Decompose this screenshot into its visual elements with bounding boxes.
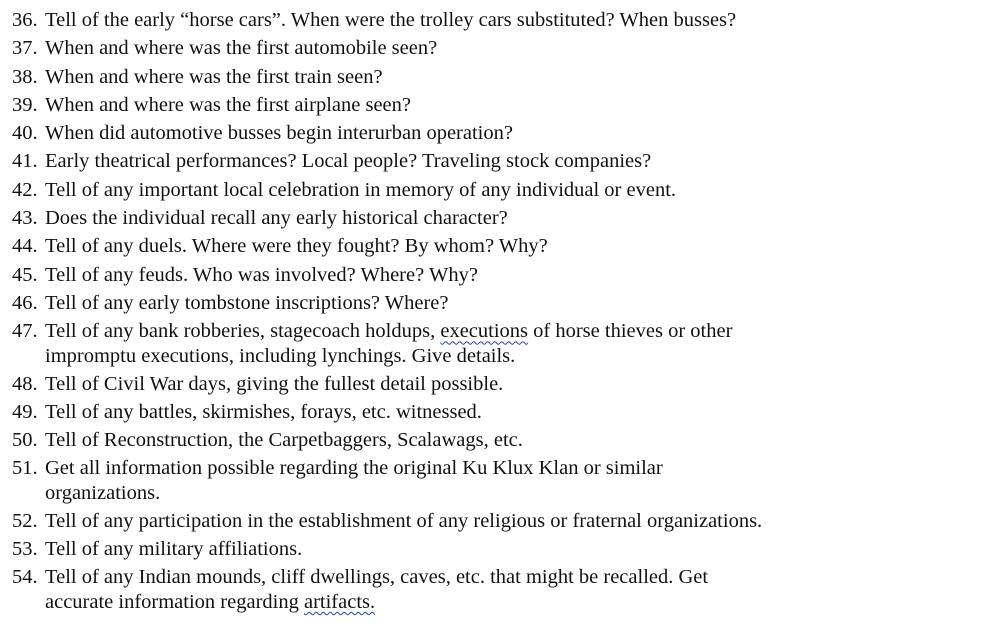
list-item	[12, 8, 972, 33]
item-number: 52.	[12, 509, 38, 532]
item-text: Early theatrical performances? Local people? Traveling stock companies?	[45, 150, 652, 173]
list-item	[12, 509, 972, 534]
item-text: Tell of any military affiliations.	[45, 538, 303, 561]
item-text: Tell of the early “horse cars”. When were the trolley cars substituted? When busses?	[45, 9, 737, 31]
item-number: 47.	[12, 320, 38, 343]
list-item	[12, 537, 972, 562]
list-item	[12, 291, 972, 316]
item-text-line: Get all information possible regarding the original Ku Klux Klan or similar	[45, 457, 663, 480]
item-number: 41.	[12, 150, 38, 173]
item-text: When did automotive busses begin interurban operation?	[45, 122, 513, 145]
item-number: 54.	[12, 566, 38, 589]
item-text-line: Tell of any Indian mounds, cliff dwellings, caves, etc. that might be recalled. Get	[45, 566, 709, 589]
item-text	[45, 319, 972, 368]
item-text: Tell of any feuds. Who was involved? Where? Why?	[45, 263, 478, 286]
list-item	[12, 93, 972, 118]
item-number: 39.	[12, 93, 38, 116]
item-text: Does the individual recall any early historical character?	[45, 207, 508, 230]
list-item	[12, 206, 972, 231]
list-item	[12, 428, 972, 453]
list-item	[12, 456, 972, 505]
item-text-line: organizations.	[45, 481, 161, 504]
item-text: Tell of any duels. Where were they fought? By whom? Why?	[45, 235, 548, 258]
item-number: 51.	[12, 457, 38, 480]
item-text-segment: Tell of any bank robberies, stagecoach holdups,	[45, 320, 441, 343]
list-item	[12, 372, 972, 397]
list-item	[12, 36, 972, 61]
item-text-line: impromptu executions, including lynchings. Give details.	[45, 344, 516, 367]
item-number: 42.	[12, 178, 38, 201]
item-number: 53.	[12, 538, 38, 561]
list-item	[12, 121, 972, 146]
item-text	[45, 565, 972, 614]
list-item	[12, 149, 972, 174]
item-text	[45, 456, 972, 505]
list-item	[12, 234, 972, 259]
item-text-line	[45, 590, 972, 615]
item-text: When and where was the first airplane seen?	[45, 93, 411, 116]
item-number: 43.	[12, 207, 38, 230]
item-number: 38.	[12, 65, 38, 88]
item-text: Tell of any participation in the establishment of any religious or fraternal organizations.	[45, 509, 763, 532]
list-item	[12, 319, 972, 368]
item-text: Tell of any early tombstone inscriptions? Where?	[45, 291, 449, 314]
list-item	[12, 565, 972, 614]
item-text: Tell of any important local celebration in memory of any individual or event.	[45, 178, 677, 201]
item-number: 46.	[12, 291, 38, 314]
item-number: 49.	[12, 400, 38, 423]
list-item	[12, 65, 972, 90]
item-text: When and where was the first train seen?	[45, 65, 383, 88]
spellcheck-underlined-word: executions	[440, 320, 529, 343]
item-number: 37.	[12, 37, 38, 60]
list-item	[12, 400, 972, 425]
item-text: Tell of any battles, skirmishes, forays, etc. witnessed.	[45, 400, 482, 423]
item-number: 40.	[12, 122, 38, 145]
item-text-segment: accurate information regarding	[45, 590, 304, 613]
question-list	[12, 8, 972, 618]
item-text-segment: of horse thieves or other	[528, 320, 733, 343]
item-text: Tell of Reconstruction, the Carpetbaggers, Scalawags, etc.	[45, 429, 523, 452]
list-item	[12, 263, 972, 288]
spellcheck-underlined-word: artifacts.	[303, 590, 376, 613]
list-item	[12, 178, 972, 203]
item-number: 50.	[12, 429, 38, 452]
item-number: 48.	[12, 372, 38, 395]
item-number: 36.	[12, 9, 38, 31]
item-text: When and where was the first automobile seen?	[45, 37, 438, 60]
item-text: Tell of Civil War days, giving the fullest detail possible.	[45, 372, 504, 395]
item-text-line	[45, 319, 972, 344]
item-number: 45.	[12, 263, 38, 286]
item-number: 44.	[12, 235, 38, 258]
